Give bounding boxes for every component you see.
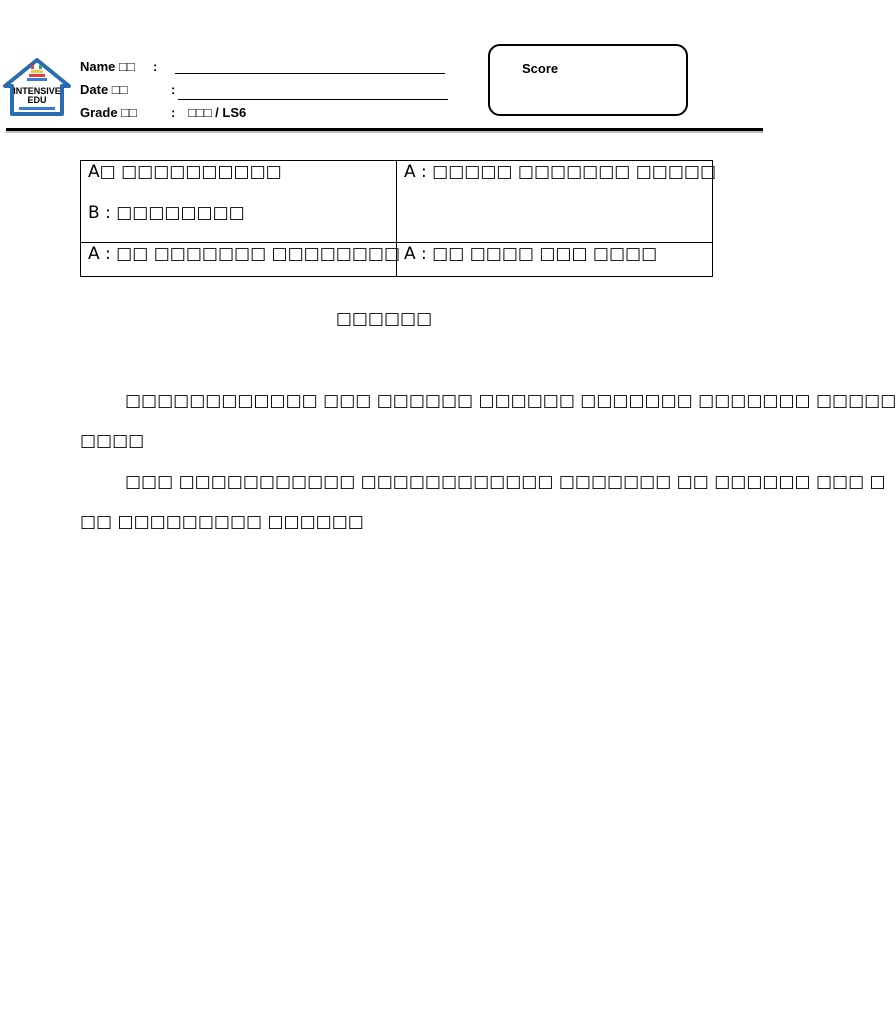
paragraph-continuation: □□ □□□□□□□□□ □□□□□□ (80, 512, 364, 532)
grade-label: Grade □□ (80, 105, 137, 120)
intensive-edu-logo (3, 58, 71, 120)
grade-colon: : (171, 105, 176, 120)
name-label: Name □□ (80, 59, 135, 74)
score-box[interactable] (488, 44, 688, 116)
dialogue-line: A : □□ □□□□□□□ □□□□□□□□ (88, 244, 401, 264)
paragraph-first-line: □□□ □□□□□□□□□□□ □□□□□□□□□□□□ □□□□□□□ □□ □□□□□□ □□□ □ (125, 472, 886, 492)
paragraph-first-line: □□□□□□□□□□□□ □□□ □□□□□□ □□□□□□ □□□□□□□ □□□□□□□ □□□□□ (125, 391, 896, 411)
date-label: Date □□ (80, 82, 128, 97)
grade-value: □□□ / LS6 (188, 105, 247, 120)
date-colon: : (171, 82, 176, 97)
table-row (81, 161, 713, 243)
table-cell (397, 161, 717, 243)
vocabulary-table (80, 160, 717, 277)
header-divider-shadow (6, 131, 763, 133)
dialogue-line: A : □□□□□ □□□□□□□ □□□□□ (404, 162, 717, 182)
logo-text-line1: INTENSIVE (13, 86, 61, 96)
dialogue-line: A□ □□□□□□□□□□ (88, 162, 282, 182)
table-cell (81, 243, 401, 277)
table-cell (81, 161, 397, 243)
score-label: Score (522, 61, 559, 76)
dialogue-line: A : □□ □□□□ □□□ □□□□ (404, 244, 658, 264)
paragraph-continuation: □□□□ (80, 431, 145, 451)
passage-title: □□□□□□ (335, 309, 433, 329)
table-cell (397, 243, 713, 277)
paragraph (80, 462, 886, 542)
name-colon: : (153, 59, 158, 74)
name-field-line[interactable] (175, 73, 445, 74)
logo-text-line2: EDU (27, 95, 47, 105)
paragraph (80, 381, 896, 461)
date-field-line[interactable] (178, 99, 448, 100)
table-row (81, 243, 713, 277)
dialogue-line: B : □□□□□□□□ (88, 203, 245, 223)
